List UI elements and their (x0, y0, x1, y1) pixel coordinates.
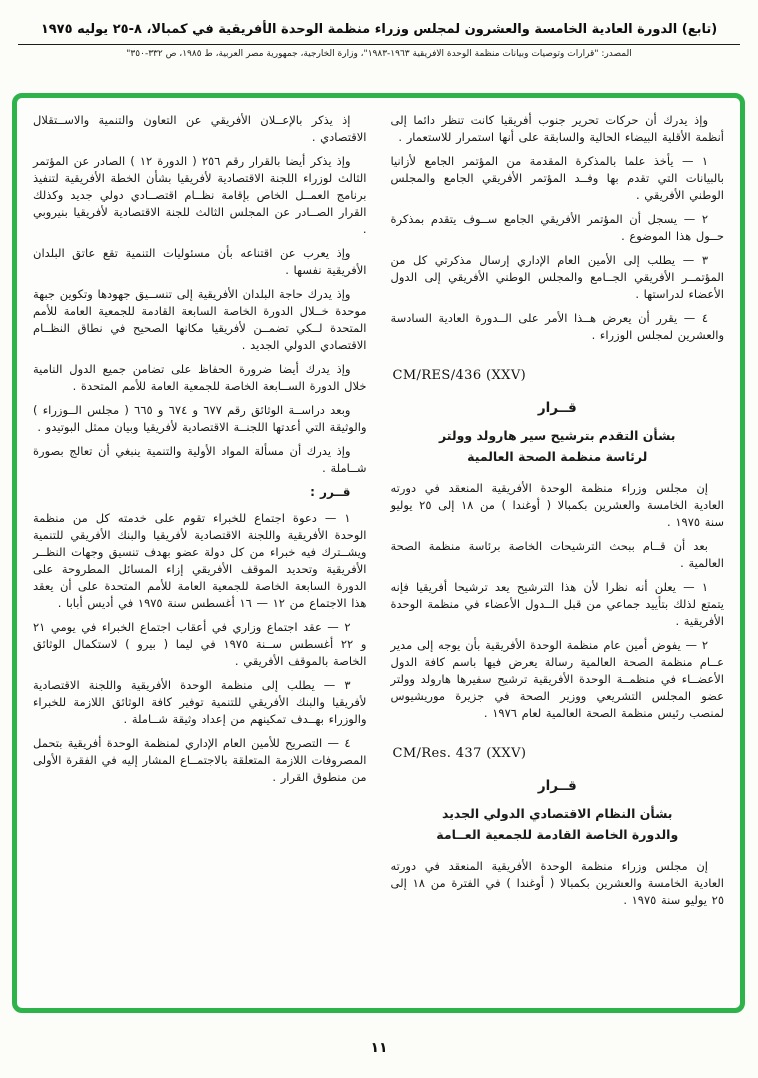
header-divider (18, 44, 740, 45)
numbered-clause: ٢ — يسجل أن المؤتمر الأفريقي الجامع ســوف يتقدم بمذكرة حــول هذا الموضوع . (390, 212, 724, 243)
resolution-reference: CM/Res. 437 (XXV) (392, 746, 527, 761)
resolution-heading: قــرار (537, 400, 577, 416)
left-column (33, 112, 367, 998)
paragraph: بعد أن قــام ببحث الترشيحات الخاصة برئاسة منظمة الصحة العالمية . (390, 539, 724, 570)
paragraph: وإذ يدرك حاجة البلدان الأفريقية إلى تنســيق جهودها وتكوين جبهة موحدة خــلال الدورة الخاصة السابعة القادمة للجمعية العامة للأمم المتحدة لــكي تضمــن لأفريقيا مكانها الصحيح في نطاق النظــام الاقتصادي الدولي الجديد . (33, 287, 367, 352)
page-header (0, 0, 758, 59)
paragraph: وبعد دراســة الوثائق رقم ٦٧٧ و ٦٧٤ و ٦٦٥ ( مجلس الــوزراء ) والوثيقة التي أعدتها اللجنــة الاقتصادية لأفريقيا وبيان ممثل البوتيدو . (33, 403, 367, 434)
numbered-clause: ٣ — يطلب إلى منظمة الوحدة الأفريقية واللجنة الاقتصادية لأفريقيا والبنك الأفريقي للتنمية توفير كافة الوثائق اللازمة للخبراء والوزراء بهــدف تمكينهم من إعداد وثيقة شــاملة . (33, 678, 367, 726)
numbered-clause: ١ — يعلن أنه نظرا لأن هذا الترشيح يعد ترشيحا أفريقيا فإنه يتمتع لذلك بتأييد جماعي من قبل الــدول الأعضاء في منظمة الوحدة الأفريقية . (390, 580, 724, 628)
paragraph: إذ يذكر بالإعــلان الأفريقي عن التعاون والتنمية والاســتقلال الاقتصادي . (33, 113, 367, 144)
decree-label: قــرر : (310, 485, 351, 499)
two-column-layout (33, 112, 724, 998)
numbered-clause: ١ — دعوة اجتماع للخبراء تقوم على خدمته كل من منظمة الوحدة الأفريقية واللجنة الاقتصادية لأفريقيا والبنك الأفريقي للتنمية ويشــترك فيه خبراء من كل دولة عضو بهدف تنسيق وجهات النظــر الأفريقية وتحديد الموقف الأفريقي إزاء المسائل المطروحة على الدورة السابعة الخاصة للجمعية العامة للأمم المتحدة على أن يعقد هذا الاجتماع من ١٢ — ١٦ أغسطس سنة ١٩٧٥ في أديس أبابا . (33, 511, 367, 610)
numbered-clause: ١ — يأخذ علما بالمذكرة المقدمة من المؤتمر الجامع لأزانيا بالبيانات التي تقدم بها وفــد المؤتمر الأفريقي الجامع والمجلس الوطني الأفريقي . (390, 154, 724, 202)
paragraph: إن مجلس وزراء منظمة الوحدة الأفريقية المنعقد في دورته العادية الخامسة والعشرين بكمبالا ( أوغندا ) في الفترة من ١٨ إلى ٢٥ يوليو سنة ١٩٧٥ . (390, 859, 724, 907)
numbered-clause: ٣ — يطلب إلى الأمين العام الإداري إرسال مذكرتي كل من المؤتمــر الأفريقي الجــامع والمجلس الوطني الأفريقي إلى الدول الأعضاء لدراستها . (390, 253, 724, 301)
paragraph: وإذ يدرك أيضا ضرورة الحفاظ على تضامن جميع الدول النامية خلال الدورة الســابعة الخاصة للجمعية العامة للأمم المتحدة . (33, 362, 367, 393)
right-column (391, 112, 725, 998)
resolution-subtitle: لرئاسة منظمة الصحة العالمية (467, 449, 648, 464)
numbered-clause: ٢ — يفوض أمين عام منظمة الوحدة الأفريقية بأن يوجه إلى مدير عــام منظمة الصحة العالمية رسالة يعرض فيها باسم كافة الدول الأعضــاء في منظمــة الوحدة الأفريقية ترشيح سفيرها هارولد وولتر عضو المجلس التشريعي ووزير الصحة في جزيرة موريشيوس لمنصب رئيس منظمة الصحة العالمية لعام ١٩٧٦ . (390, 638, 724, 720)
resolution-subtitle: بشأن النظام الاقتصادي الدولي الجديد (442, 806, 673, 821)
resolution-subtitle: والدورة الخاصة القادمة للجمعية العــامة (436, 827, 679, 842)
numbered-clause: ٢ — عقد اجتماع وزاري في أعقاب اجتماع الخبراء في يومي ٢١ و ٢٢ أغسطس ســنة ١٩٧٥ في ليما ( بيرو ) لاستكمال الوثائق الخاصة بالموقف الأفريقي . (33, 620, 367, 668)
resolution-subtitle: بشأن التقدم بترشيح سير هارولد وولتر (439, 428, 676, 443)
paragraph: وإذ يدرك أن حركات تحرير جنوب أفريقيا كانت تنظر دائما إلى أنظمة الأقلية البيضاء الحالية والسابقة على أنها استمرار للاستعمار . (390, 113, 724, 144)
paragraph: وإذ يذكر أيضا بالقرار رقم ٢٥٦ ( الدورة ١٢ ) الصادر عن المؤتمر الثالث لوزراء اللجنة الاقتصادية لأفريقيا بشأن الخطة الأفريقية لتنفيذ برنامج العمــل الخاص بإقامة نظــام اقتصــادي دولي جديد وكذلك القرار الصــادر عن المجلس الثالث للجنة الاقتصادية لأفريقيا بنيروبي . (33, 154, 367, 236)
page-number: ١١ (370, 1040, 388, 1056)
paragraph: إن مجلس وزراء منظمة الوحدة الأفريقية المنعقد في دورته العادية الخامسة والعشرين بكمبالا ( أوغندا ) من ١٨ إلى ٢٥ يوليو سنة ١٩٧٥ . (390, 481, 724, 529)
resolution-heading: قــرار (537, 778, 577, 794)
paragraph: وإذ يدرك أن مسألة المواد الأولية والتنمية ينبغي أن تعالج بصورة شــاملة . (33, 444, 367, 475)
header-title: (تابع) الدورة العادية الخامسة والعشرون لمجلس وزراء منظمة الوحدة الأفريقية في كمبالا، ٨-٢٥ يوليه ١٩٧٥ (40, 22, 718, 37)
header-source-line: المصدر: "قرارات وتوصيات وبيانات منظمة الوحدة الأفريقية ١٩٦٣-١٩٨٣"، وزارة الخارجية، جمهورية مصر العربية، ط ١٩٨٥، ص ٣٣٢-٣٥٠" (126, 49, 632, 59)
content-border-box (12, 93, 745, 1013)
numbered-clause: ٤ — يقرر أن يعرض هــذا الأمر على الــدورة العادية السادسة والعشرين لمجلس الوزراء . (390, 311, 724, 342)
numbered-clause: ٤ — التصريح للأمين العام الإداري لمنظمة الوحدة أفريقية بتحمل المصروفات اللازمة المتعلقة بالاجتمــاع المشار إليه في الفقرة الأولى من منطوق القرار . (33, 736, 367, 784)
paragraph: وإذ يعرب عن اقتناعه بأن مسئوليات التنمية تقع عاتق البلدان الأفريقية نفسها . (33, 246, 367, 277)
resolution-reference: CM/RES/436 (XXV) (392, 368, 527, 383)
